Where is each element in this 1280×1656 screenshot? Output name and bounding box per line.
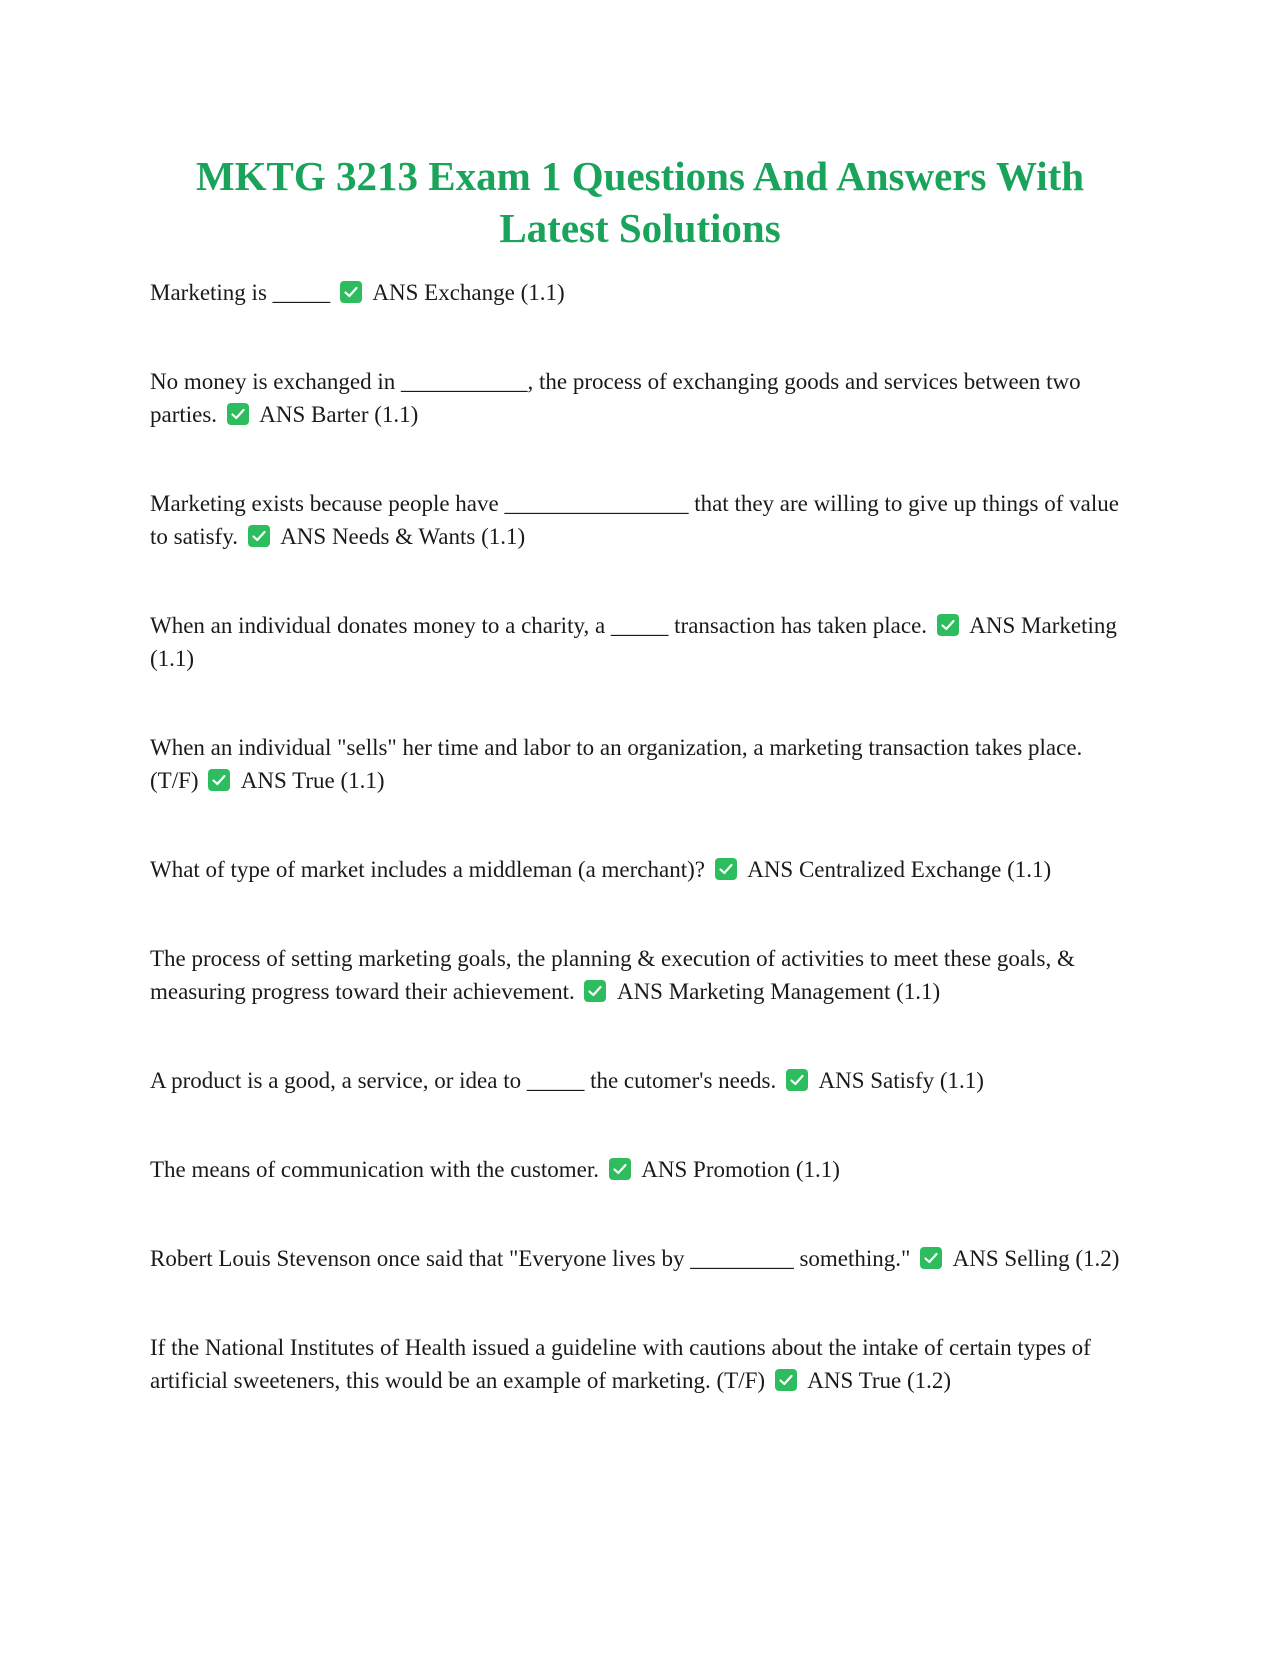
document-title <box>150 150 1130 254</box>
qa-item-4 <box>150 609 1130 675</box>
qa-item-11 <box>150 1331 1130 1397</box>
title-line-1: MKTG 3213 Exam 1 Questions And Answers With <box>195 153 1085 199</box>
check-mark-icon <box>609 1158 631 1180</box>
answer-text: ANS Selling (1.2) <box>952 1246 1120 1271</box>
qa-item-1 <box>150 276 1130 309</box>
qa-item-3 <box>150 487 1130 553</box>
check-mark-icon <box>775 1369 797 1391</box>
answer-text: ANS Centralized Exchange (1.1) <box>747 857 1052 882</box>
document-page <box>150 150 1130 1397</box>
check-mark-icon <box>584 980 606 1002</box>
answer-text: ANS Barter (1.1) <box>259 402 419 427</box>
question-text: The process of setting marketing goals, the planning & execution of activities to meet these goals, & measuring progress toward their achievement. <box>150 946 1075 1004</box>
question-text: When an individual donates money to a charity, a _____ transaction has taken place. <box>150 613 928 638</box>
check-mark-icon <box>937 614 959 636</box>
question-text: A product is a good, a service, or idea to _____ the cutomer's needs. <box>150 1068 777 1093</box>
check-mark-icon <box>340 281 362 303</box>
qa-item-5 <box>150 731 1130 797</box>
check-mark-icon <box>715 858 737 880</box>
answer-text: ANS Exchange (1.1) <box>372 280 565 305</box>
question-text: Marketing is _____ <box>150 280 331 305</box>
answer-text: ANS True (1.1) <box>240 768 385 793</box>
check-mark-icon <box>786 1069 808 1091</box>
question-text: Marketing exists because people have ________________ that they are willing to give up things of value to satisfy. <box>150 491 1119 549</box>
question-text: No money is exchanged in ___________, the process of exchanging goods and services between two parties. <box>150 369 1081 427</box>
check-mark-icon <box>227 403 249 425</box>
answer-text: ANS Needs & Wants (1.1) <box>280 524 526 549</box>
question-text: The means of communication with the customer. <box>150 1157 600 1182</box>
answer-text: ANS True (1.2) <box>807 1368 952 1393</box>
qa-item-8 <box>150 1064 1130 1097</box>
qa-item-2 <box>150 365 1130 431</box>
check-mark-icon <box>208 769 230 791</box>
question-text: Robert Louis Stevenson once said that "Everyone lives by _________ something." <box>150 1246 911 1271</box>
question-text: When an individual "sells" her time and labor to an organization, a marketing transaction takes place. (T/F) <box>150 735 1083 793</box>
question-text: What of type of market includes a middleman (a merchant)? <box>150 857 705 882</box>
title-line-2: Latest Solutions <box>499 205 781 251</box>
qa-item-7 <box>150 942 1130 1008</box>
answer-text: ANS Promotion (1.1) <box>641 1157 840 1182</box>
answer-text: ANS Satisfy (1.1) <box>818 1068 984 1093</box>
question-text: If the National Institutes of Health issued a guideline with cautions about the intake of certain types of artificial sweeteners, this would be an example of marketing. (T/F) <box>150 1335 1091 1393</box>
qa-item-9 <box>150 1153 1130 1186</box>
qa-item-10 <box>150 1242 1130 1275</box>
answer-text: ANS Marketing (1.1) <box>150 613 1117 671</box>
qa-item-6 <box>150 853 1130 886</box>
check-mark-icon <box>248 525 270 547</box>
answer-text: ANS Marketing Management (1.1) <box>616 979 941 1004</box>
check-mark-icon <box>920 1247 942 1269</box>
